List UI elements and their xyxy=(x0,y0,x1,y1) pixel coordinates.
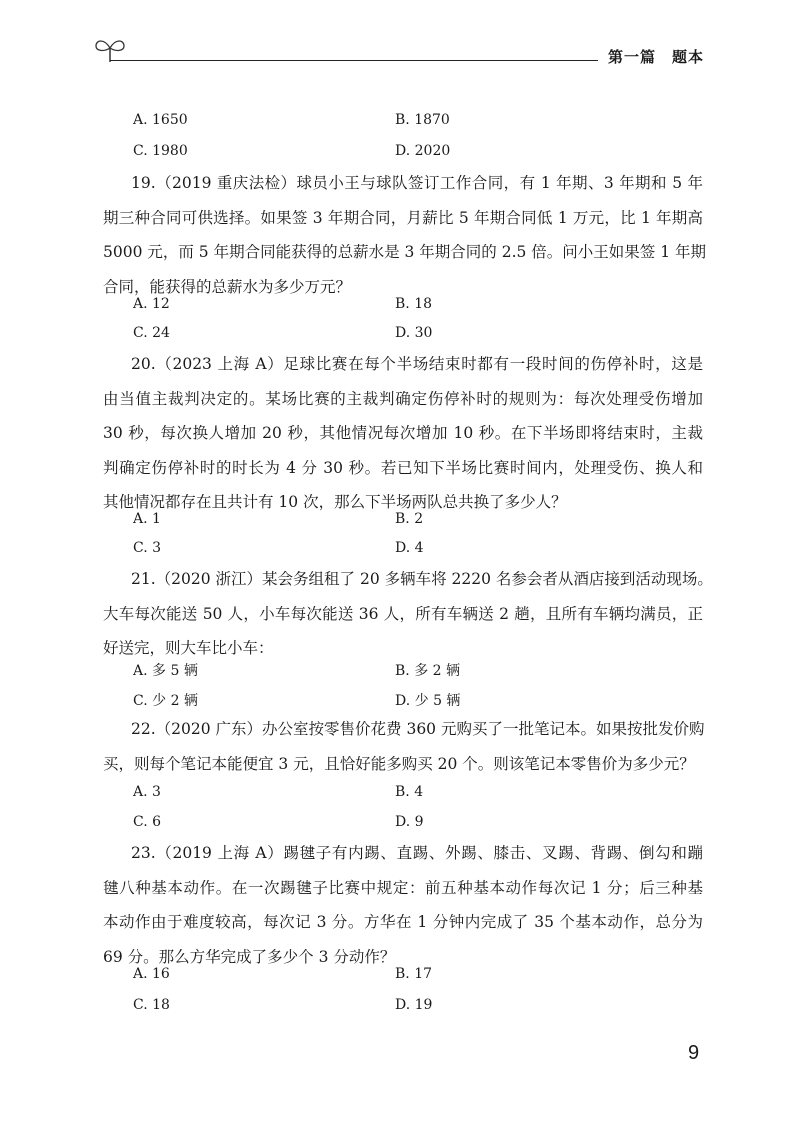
q22-options-row-1 xyxy=(133,784,693,814)
q23-line: 本动作由于难度较高，每次记 3 分。方华在 1 分钟内完成了 35 个基本动作，总分为 xyxy=(103,913,703,931)
q18-option-b[interactable]: B. 1870 xyxy=(395,112,450,128)
q21-option-d[interactable]: D. 少 5 辆 xyxy=(395,693,461,709)
q22-option-d[interactable]: D. 9 xyxy=(395,814,424,830)
q21-option-c[interactable]: C. 少 2 辆 xyxy=(133,693,198,709)
q21-line: 21.（2020 浙江）某会务组租了 20 多辆车将 2220 名参会者从酒店接到活动现场。 xyxy=(131,570,713,588)
q20-line: 30 秒，每次换人增加 20 秒，其他情况每次增加 10 秒。在下半场即将结束时，主裁 xyxy=(103,424,703,442)
q18-options-row-1 xyxy=(133,112,693,142)
q20-options-row-1 xyxy=(133,511,693,541)
q21-option-b[interactable]: B. 多 2 辆 xyxy=(395,663,460,679)
q21-line: 大车每次能送 50 人，小车每次能送 36 人，所有车辆送 2 趟，且所有车辆均满员，正 xyxy=(103,604,703,623)
q22-line: 22.（2020 广东）办公室按零售价花费 360 元购买了一批笔记本。如果按批发价购 xyxy=(131,720,705,738)
q23-options-row-2 xyxy=(133,997,693,1027)
q21-options-row-1 xyxy=(133,660,693,690)
q22-option-a[interactable]: A. 3 xyxy=(133,784,161,800)
q21-line: 好送完，则大车比小车： xyxy=(103,639,274,657)
q23-line: 23.（2019 上海 A）踢毽子有内踢、直踢、外踢、膝击、叉踢、背踢、倒勾和蹦 xyxy=(131,844,703,862)
q18-option-c[interactable]: C. 1980 xyxy=(133,143,188,159)
q20-option-d[interactable]: D. 4 xyxy=(395,540,424,556)
q20-option-c[interactable]: C. 3 xyxy=(133,540,162,556)
q19-options-row-1 xyxy=(133,296,693,326)
q23-line: 毽八种基本动作。在一次踢毽子比赛中规定：前五种基本动作每次记 1 分；后三种基 xyxy=(103,878,703,897)
q22-line: 买，则每个笔记本能便宜 3 元，且恰好能多购买 20 个。则该笔记本零售价为多少元？ xyxy=(103,754,695,773)
q19-stem xyxy=(103,166,707,304)
q19-option-a[interactable]: A. 12 xyxy=(133,296,170,312)
q20-option-b[interactable]: B. 2 xyxy=(395,511,424,527)
q23-option-b[interactable]: B. 17 xyxy=(395,966,433,982)
q21-option-a[interactable]: A. 多 5 辆 xyxy=(133,663,198,679)
q19-option-d[interactable]: D. 30 xyxy=(395,325,433,341)
q19-option-c[interactable]: C. 24 xyxy=(133,325,170,341)
q19-line: 期三种合同可供选择。如果签 3 年期合同，月薪比 5 年期合同低 1 万元，比 1 年期高 xyxy=(103,208,703,227)
section-title: 第一篇 题本 xyxy=(608,48,705,66)
q23-option-c[interactable]: C. 18 xyxy=(133,997,170,1013)
q22-option-c[interactable]: C. 6 xyxy=(133,814,162,830)
q20-line: 其他情况都存在且共计有 10 次，那么下半场两队总共换了多少人？ xyxy=(103,493,567,511)
q19-line: 合同，能获得的总薪水为多少万元？ xyxy=(103,277,352,296)
q23-option-d[interactable]: D. 19 xyxy=(395,997,433,1013)
q18-option-d[interactable]: D. 2020 xyxy=(395,143,451,159)
q22-option-b[interactable]: B. 4 xyxy=(395,784,424,800)
q23-line: 69 分。那么方华完成了多少个 3 分动作？ xyxy=(103,947,396,966)
page-number: 9 xyxy=(688,1042,700,1064)
q22-stem xyxy=(103,712,703,781)
q23-options-row-1 xyxy=(133,966,693,996)
q21-stem xyxy=(103,562,713,666)
q19-line: 19.（2019 重庆法检）球员小王与球队签订工作合同，有 1 年期、3 年期和 5 年 xyxy=(131,174,703,192)
q20-line: 20.（2023 上海 A）足球比赛在每个半场结束时都有一段时间的伤停补时，这是 xyxy=(131,355,703,373)
q19-option-b[interactable]: B. 18 xyxy=(395,296,433,312)
q20-stem xyxy=(103,347,703,520)
q18-option-a[interactable]: A. 1650 xyxy=(133,112,188,128)
q20-line: 判确定伤停补时的时长为 4 分 30 秒。若已知下半场比赛时间内，处理受伤、换人和 xyxy=(103,458,703,477)
q23-stem xyxy=(103,836,703,974)
q19-line: 5000 元，而 5 年期合同能获得的总薪水是 3 年期合同的 2.5 倍。问小王如果签 1 年期 xyxy=(103,243,707,261)
q20-option-a[interactable]: A. 1 xyxy=(133,511,161,527)
q23-option-a[interactable]: A. 16 xyxy=(133,966,170,982)
q20-line: 由当值主裁判决定的。某场比赛的主裁判确定伤停补时的规则为：每次处理受伤增加 xyxy=(103,389,703,408)
